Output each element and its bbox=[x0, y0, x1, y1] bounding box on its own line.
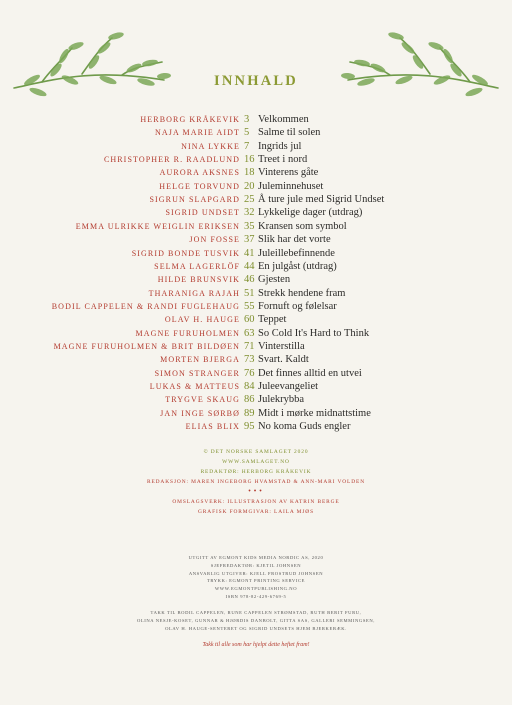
toc-author: HILDE BRUNSVIK bbox=[157, 275, 240, 285]
toc-author: SIGRID UNDSET bbox=[165, 208, 240, 218]
toc-entry bbox=[0, 113, 512, 126]
toc-entry bbox=[0, 153, 512, 166]
toc-page-number: 7 bbox=[244, 140, 250, 152]
toc-title: Ingrids jul bbox=[258, 140, 302, 152]
toc-entry bbox=[0, 327, 512, 340]
publisher-line: SJEFREDAKTØR: KJETIL JOHNSEN bbox=[210, 562, 302, 568]
thanks-block bbox=[0, 609, 512, 632]
publisher-block bbox=[0, 554, 512, 601]
thanks-line: OLAV H. HAUGE-SENTERET OG SIGRID UNDSETS HJEM BJERKEBÆK. bbox=[165, 625, 347, 631]
toc-author: CHRISTOPHER R. RAADLUND bbox=[103, 155, 240, 165]
toc-title: Juleminnehuset bbox=[258, 180, 324, 192]
toc-entry bbox=[0, 140, 512, 153]
toc-entry bbox=[0, 420, 512, 433]
toc-author: BODIL CAPPELEN & RANDI FUGLEHAUG bbox=[51, 301, 240, 311]
toc-entry bbox=[0, 353, 512, 366]
toc-author: MORTEN BJERGA bbox=[160, 355, 240, 365]
toc-title: Svart. Kaldt bbox=[258, 354, 309, 366]
toc-page-number: 20 bbox=[244, 180, 255, 192]
toc-author: ELIAS BLIX bbox=[185, 422, 240, 432]
toc-entry bbox=[0, 287, 512, 300]
toc-page-number: 95 bbox=[244, 421, 255, 433]
toc-title: Vinterens gåte bbox=[258, 167, 319, 179]
toc-entry bbox=[0, 220, 512, 233]
editor-line: REDAKTØR: HERBORG KRÅKEVIK bbox=[200, 469, 312, 475]
toc-entry bbox=[0, 393, 512, 406]
toc-page-number: 55 bbox=[244, 300, 255, 312]
toc-title: Slik har det vorte bbox=[258, 234, 331, 246]
toc-page-number: 32 bbox=[244, 207, 255, 219]
toc-page-number: 16 bbox=[244, 154, 255, 166]
toc-author: AURORA AKSNES bbox=[159, 168, 240, 178]
toc-title: Vinterstilla bbox=[258, 340, 305, 352]
toc-entry bbox=[0, 273, 512, 286]
toc-author: EMMA ULRIKKE WEIGLIN ERIKSEN bbox=[75, 221, 240, 231]
toc-entry bbox=[0, 206, 512, 219]
thanks-note-block bbox=[0, 640, 512, 650]
toc-title: Strekk hendene fram bbox=[258, 287, 346, 299]
toc-entry bbox=[0, 407, 512, 420]
toc-author: SIMON STRANGER bbox=[154, 368, 240, 378]
toc-author: THARANIGA RAJAH bbox=[148, 288, 240, 298]
thanks-line: OLINA NESJE-KOSET, GUNNAR & HJØRDIS DANBOLT, GITTA SAS, GALLERI SEMMINGSEN, bbox=[136, 617, 376, 623]
toc-entry bbox=[0, 126, 512, 139]
toc-page-number: 44 bbox=[244, 260, 255, 272]
toc-page-number: 18 bbox=[244, 167, 255, 179]
toc-author: LUKAS & MATTEUS bbox=[149, 382, 240, 391]
toc-page-number: 35 bbox=[244, 220, 255, 232]
toc-title: En julgåst (utdrag) bbox=[258, 260, 337, 272]
toc-page-number: 73 bbox=[244, 354, 255, 366]
toc-title: Treet i nord bbox=[258, 154, 308, 166]
toc-title: Det finnes alltid en utvei bbox=[258, 367, 362, 379]
toc-entry bbox=[0, 233, 512, 246]
toc-title: Salme til solen bbox=[258, 127, 321, 139]
toc-title: Julekrybba bbox=[258, 394, 305, 406]
toc-author: TRYGVE SKAUG bbox=[165, 395, 240, 405]
toc-page-number: 84 bbox=[244, 381, 255, 392]
toc-author: JON FOSSE bbox=[189, 235, 240, 245]
toc-page-number: 46 bbox=[244, 274, 255, 286]
toc-title: Å ture jule med Sigrid Undset bbox=[258, 194, 385, 206]
toc-author: SIGRID BONDE TUSVIK bbox=[131, 248, 240, 258]
toc-entry bbox=[0, 367, 512, 380]
toc-entry bbox=[0, 340, 512, 353]
toc-author: MAGNE FURUHOLMEN bbox=[135, 328, 240, 338]
toc-title: Midt i mørke midnattstime bbox=[258, 407, 371, 419]
publisher-line: WWW.EGMONTPUBLISHING.NO bbox=[214, 586, 298, 592]
toc-title: Juleillebefinnende bbox=[258, 247, 335, 259]
toc-entry bbox=[0, 247, 512, 260]
toc-author: SELMA LAGERLÖF bbox=[154, 261, 240, 271]
toc-page-number: 37 bbox=[244, 234, 255, 246]
toc-title: No koma Guds engler bbox=[258, 421, 351, 433]
toc-entry bbox=[0, 313, 512, 326]
toc-page-number: 71 bbox=[244, 340, 255, 352]
toc-title: Gjesten bbox=[258, 274, 291, 286]
toc-title: Fornuft og følelsar bbox=[258, 300, 337, 312]
credits-block bbox=[0, 447, 512, 517]
thanks-note: Takk til alle som har hjelpt dette heftet fram! bbox=[202, 642, 310, 648]
toc-page-number: 89 bbox=[244, 407, 255, 419]
toc-title: Teppet bbox=[258, 314, 287, 326]
publisher-line: TRYKK: EGMONT PRINTING SERVICE bbox=[206, 578, 306, 584]
toc-author: HERBORG KRÅKEVIK bbox=[140, 115, 240, 124]
publisher-line: UTGITT AV EGMONT KIDS MEDIA NORDIC AS, 2020 bbox=[188, 555, 324, 560]
toc-author: JAN INGE SØRBØ bbox=[160, 408, 240, 418]
toc-title: Juleevangeliet bbox=[258, 381, 319, 392]
cover-line: OMSLAGSVERK: ILLUSTRASJON AV KATRIN BERGE bbox=[172, 499, 340, 505]
toc-page-number: 76 bbox=[244, 367, 255, 379]
toc-page-number: 41 bbox=[244, 247, 255, 259]
toc-page-number: 51 bbox=[244, 287, 255, 299]
toc-page-number: 60 bbox=[244, 314, 255, 326]
toc-entry bbox=[0, 193, 512, 206]
toc-page-number: 5 bbox=[244, 127, 250, 139]
toc-title: So Cold It's Hard to Think bbox=[258, 327, 370, 339]
toc-page-number: 63 bbox=[244, 327, 255, 339]
toc-entry bbox=[0, 166, 512, 179]
toc-title: Velkommen bbox=[258, 114, 309, 125]
toc-page-number: 25 bbox=[244, 194, 255, 206]
website-line: WWW.SAMLAGET.NO bbox=[222, 459, 290, 465]
toc-author: NAJA MARIE AIDT bbox=[155, 128, 240, 138]
toc-page-number: 86 bbox=[244, 394, 255, 406]
toc-author: HELGE TORVUND bbox=[159, 181, 240, 191]
toc-author: NINA LYKKE bbox=[181, 141, 240, 151]
toc-author: OLAV H. HAUGE bbox=[164, 315, 240, 325]
design-line: GRAFISK FORMGIVAR: LAILA MJØS bbox=[197, 509, 314, 515]
toc-title: Kransen som symbol bbox=[258, 220, 347, 232]
thanks-line: TAKK TIL BODIL CAPPELEN, RUNE CAPPELEN STRØMSTAD, RUTH BERIT FURU, bbox=[150, 610, 362, 615]
toc-title: Lykkelige dager (utdrag) bbox=[258, 207, 363, 219]
separator: ••• bbox=[247, 488, 265, 495]
copyright-line: © DET NORSKE SAMLAGET 2020 bbox=[203, 449, 309, 455]
toc-entry bbox=[0, 380, 512, 393]
toc-entry bbox=[0, 260, 512, 273]
toc-entry bbox=[0, 180, 512, 193]
toc-page-number: 3 bbox=[244, 114, 250, 125]
toc-author: SIGRUN SLAPGARD bbox=[149, 195, 240, 205]
publisher-line: ISBN 978-82-429-6769-5 bbox=[225, 593, 287, 599]
toc-author: MAGNE FURUHOLMEN & BRIT BILDØEN bbox=[53, 341, 240, 351]
publisher-line: ANSVARLIG UTGIVER: KJELL FROSTRUD JOHNSEN bbox=[188, 570, 324, 576]
toc-entry bbox=[0, 300, 512, 313]
page-title: INNHALD bbox=[214, 73, 298, 89]
editorial-line: REDAKSJON: MAREN INGEBORG HVAMSTAD & ANN-MARI VOLDEN bbox=[146, 479, 366, 485]
